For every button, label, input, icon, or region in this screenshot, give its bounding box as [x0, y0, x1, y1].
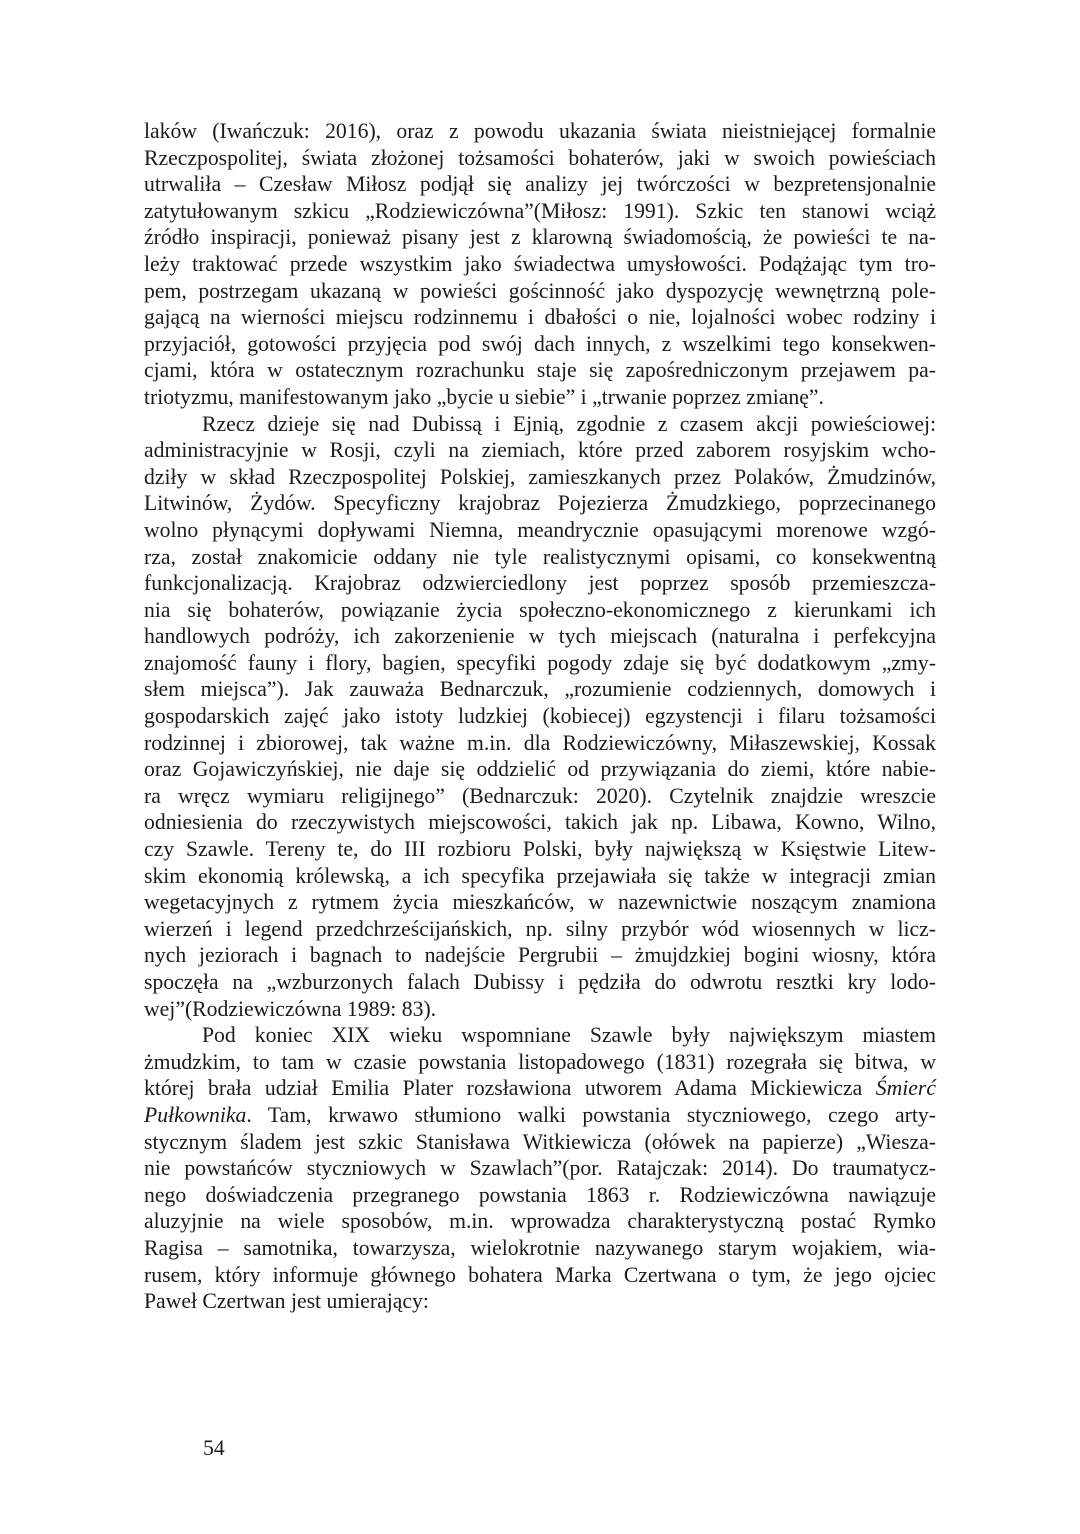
text-line: rodzinnej i zbiorowej, tak ważne m.in. dla Rodziewiczówny, Miłaszewskiej, Kossak	[144, 730, 936, 755]
page-number: 54	[203, 1436, 225, 1460]
text-segment: . Tam, krwawo stłumiono walki powstania styczniowego, czego arty-	[246, 1102, 936, 1127]
text-line: stycznym śladem jest szkic Stanisława Witkiewicza (ołówek na papierze) „Wiesza-	[144, 1129, 936, 1154]
text-line: Rzeczpospolitej, świata złożonej tożsamości bohaterów, jaki w swoich powieściach	[144, 145, 936, 170]
text-line: Rzecz dzieje się nad Dubissą i Ejnią, zgodnie z czasem akcji powieściowej:	[202, 411, 936, 436]
text-line: handlowych podróży, ich zakorzenienie w tych miejscach (naturalna i perfekcyjna	[144, 624, 936, 649]
text-line: skim ekonomią królewską, a ich specyfika przejawiała się także w integracji zmian	[144, 863, 936, 888]
text-line: leży traktować przede wszystkim jako świadectwa umysłowości. Podążając tym tro-	[144, 251, 936, 276]
text-segment: której brała udział Emilia Plater rozsławiona utworem Adama Mickiewicza	[144, 1076, 876, 1101]
text-line: słem miejsca”). Jak zauważa Bednarczuk, „rozumienie codziennych, domowych i	[144, 677, 936, 702]
text-line: spoczęła na „wzburzonych falach Dubissy i pędziła do odwrotu resztki kry lodo-	[144, 970, 936, 994]
text-line: gającą na wierności miejscu rodzinnemu i dbałości o nie, lojalności wobec rodziny i	[144, 305, 936, 330]
text-line: administracyjnie w Rosji, czyli na ziemiach, które przed zaborem rosyjskim wcho-	[144, 438, 936, 463]
text-line: funkcjonalizacją. Krajobraz odzwierciedlony jest poprzez sposób przemieszcza-	[144, 571, 936, 596]
text-line: triotyzmu, manifestowanym jako „bycie u siebie” i „trwanie poprzez zmianę”.	[144, 384, 824, 409]
text-line: zatytułowanym szkicu „Rodziewiczówna”(Miłosz: 1991). Szkic ten stanowi wciąż	[144, 198, 936, 223]
text-line: utrwaliła – Czesław Miłosz podjął się analizy jej twórczości w bezpretensjonalnie	[144, 172, 936, 197]
text-line: rusem, który informuje głównego bohatera Marka Czertwana o tym, że jego ojciec	[144, 1262, 936, 1287]
text-line: żmudzkim, to tam w czasie powstania listopadowego (1831) rozegrała się bitwa, w	[144, 1049, 936, 1074]
text-line: ra wręcz wymiaru religijnego” (Bednarczuk: 2020). Czytelnik znajdzie wreszcie	[144, 783, 936, 808]
paragraph-2	[144, 411, 936, 1023]
text-line: nia się bohaterów, powiązanie życia społeczno-ekonomicznego z kierunkami ich	[144, 597, 936, 622]
text-line: nie powstańców styczniowych w Szawlach”(por. Ratajczak: 2014). Do traumatycz-	[144, 1156, 936, 1181]
text-line: Ragisa – samotnika, towarzysza, wielokrotnie nazywanego starym wojakiem, wia-	[144, 1235, 936, 1260]
text-line: przyjaciół, gotowości przyjęcia pod swój dach innych, z wszelkimi tego konsekwen-	[144, 331, 936, 356]
text-line: wej”(Rodziewiczówna 1989: 83).	[144, 996, 437, 1021]
text-line: cjami, która w ostatecznym rozrachunku staje się zapośredniczonym przejawem pa-	[144, 358, 936, 383]
text-line: pem, postrzegam ukazaną w powieści gościnność jako dyspozycję wewnętrzną pole-	[144, 278, 936, 303]
text-line: rza, został znakomicie oddany nie tyle realistycznymi opisami, co konsekwentną	[144, 544, 936, 569]
text-line: wegetacyjnych z rytmem życia mieszkańców, w nazewnictwie noszącym znamiona	[144, 890, 936, 915]
italic-title: Śmierć	[875, 1076, 936, 1101]
paragraph-1	[144, 118, 936, 411]
text-line: źródło inspiracji, ponieważ pisany jest z klarowną świadomością, że powieści te na-	[144, 225, 936, 250]
document-page	[144, 118, 936, 1315]
text-line: wierzeń i legend przedchrześcijańskich, np. silny przybór wód wiosennych w licz-	[144, 916, 936, 941]
text-line	[144, 1075, 936, 1102]
text-line: Pod koniec XIX wieku wspomniane Szawle były największym miastem	[202, 1023, 936, 1048]
text-line: czy Szawle. Tereny te, do III rozbioru Polski, były największą w Księstwie Litew-	[144, 837, 936, 862]
text-line	[144, 1102, 936, 1129]
text-line: Paweł Czertwan jest umierający:	[144, 1289, 429, 1314]
text-line: aluzyjnie na wiele sposobów, m.in. wprowadza charakterystyczną postać Rymko	[144, 1209, 936, 1234]
text-line: wolno płynącymi dopływami Niemna, meandrycznie opasującymi morenowe wzgó-	[144, 517, 936, 542]
text-line: Litwinów, Żydów. Specyficzny krajobraz Pojezierza Żmudzkiego, poprzecinanego	[144, 491, 936, 516]
text-line: oraz Gojawiczyńskiej, nie daje się oddzielić od przywiązania do ziemi, które nabie-	[144, 757, 936, 782]
italic-title: Pułkownika	[144, 1102, 247, 1127]
text-line: odniesienia do rzeczywistych miejscowości, takich jak np. Libawa, Kowno, Wilno,	[144, 810, 936, 835]
text-line: nego doświadczenia przegranego powstania 1863 r. Rodziewiczówna nawiązuje	[144, 1182, 936, 1207]
text-line: gospodarskich zajęć jako istoty ludzkiej (kobiecej) egzystencji i filaru tożsamości	[144, 704, 936, 729]
text-line: znajomość fauny i flory, bagien, specyfiki pogody zdaje się być dodatkowym „zmy-	[144, 650, 936, 675]
paragraph-3	[144, 1022, 936, 1315]
text-line: nych jeziorach i bagnach to nadejście Pergrubii – żmujdzkiej bogini wiosny, która	[144, 943, 936, 968]
text-line: dziły w skład Rzeczpospolitej Polskiej, zamieszkanych przez Polaków, Żmudzinów,	[144, 464, 936, 489]
text-line: laków (Iwańczuk: 2016), oraz z powodu ukazania świata nieistniejącej formalnie	[144, 119, 936, 143]
